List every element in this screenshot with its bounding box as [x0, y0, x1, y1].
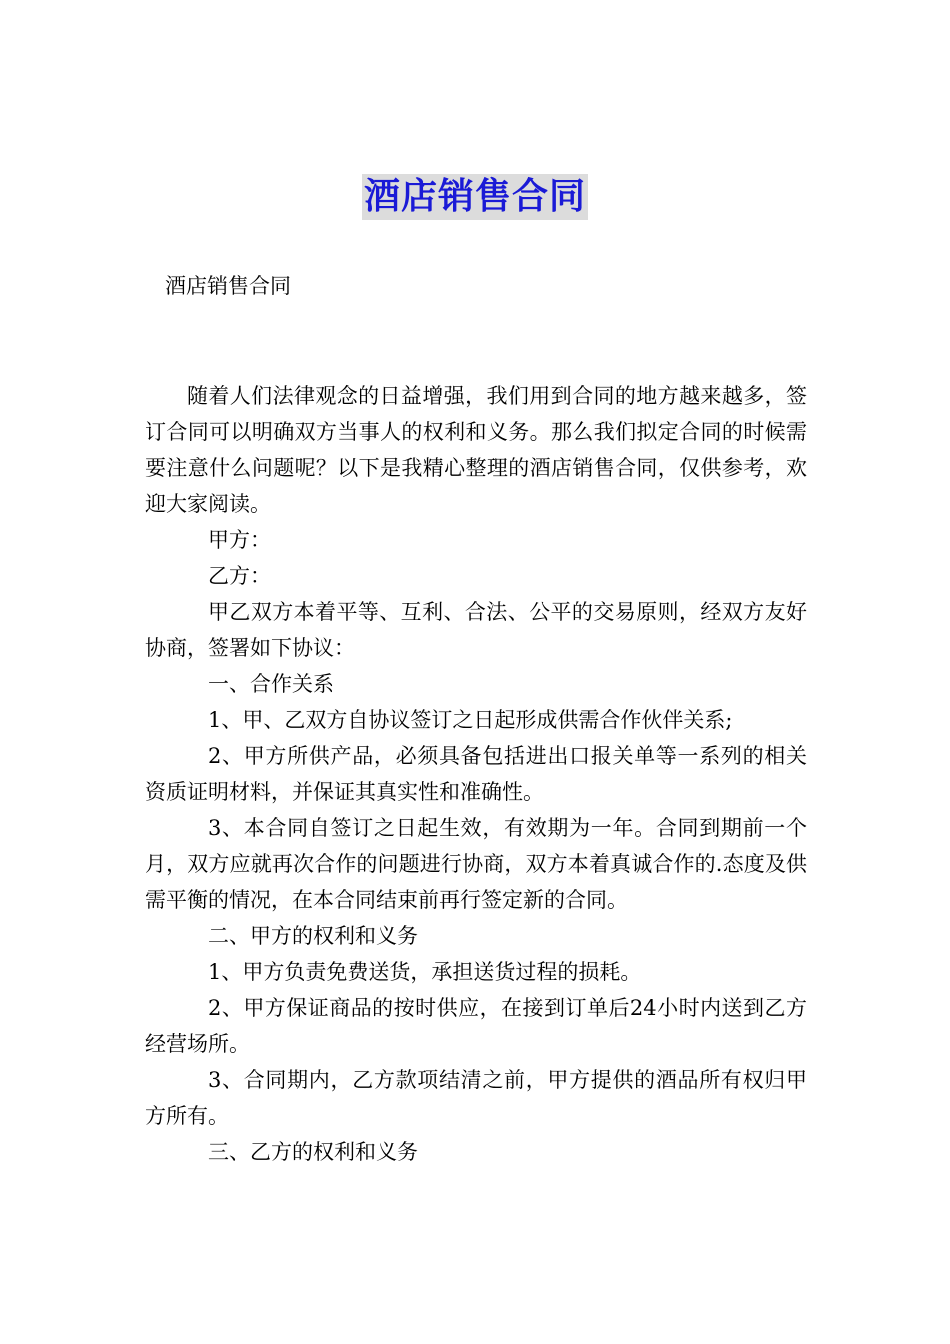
paragraph-intro: 随着人们法律观念的日益增强，我们用到合同的地方越来越多，签订合同可以明确双方当事人的权利和义务。那么我们拟定合同的时候需要注意什么问题呢？以下是我精心整理的酒店销售合同，仅供参考，欢迎大家阅读。 — [145, 384, 807, 516]
document-subtitle: 酒店销售合同 — [165, 274, 291, 298]
section-heading-party-b: 三、乙方的权利和义务 — [208, 1140, 418, 1164]
clause-1-3: 3、本合同自签订之日起生效，有效期为一年。合同到期前一个月，双方应就再次合作的问题进行协商，双方本着真诚合作的.态度及供需平衡的情况，在本合同结束前再行签定新的合同。 — [145, 816, 807, 912]
clause-1-1: 1、甲、乙双方自协议签订之日起形成供需合作伙伴关系; — [208, 708, 733, 732]
paragraph-party-a: 甲方： — [208, 528, 271, 552]
section-heading-cooperation: 一、合作关系 — [208, 672, 334, 696]
paragraph-agreement: 甲乙双方本着平等、互利、合法、公平的交易原则，经双方友好协商，签署如下协议： — [145, 600, 807, 660]
document-title: 酒店销售合同 — [362, 174, 588, 220]
clause-2-1: 1、甲方负责免费送货，承担送货过程的损耗。 — [208, 960, 642, 984]
document-body — [145, 378, 807, 1170]
section-heading-party-a: 二、甲方的权利和义务 — [208, 924, 418, 948]
clause-2-3: 3、合同期内，乙方款项结清之前，甲方提供的酒品所有权归甲方所有。 — [145, 1068, 807, 1128]
paragraph-party-b: 乙方： — [208, 564, 271, 588]
clause-1-2: 2、甲方所供产品，必须具备包括进出口报关单等一系列的相关资质证明材料，并保证其真实性和准确性。 — [145, 744, 807, 804]
title-wrap — [0, 174, 950, 220]
clause-2-2: 2、甲方保证商品的按时供应，在接到订单后24小时内送到乙方经营场所。 — [145, 996, 807, 1056]
